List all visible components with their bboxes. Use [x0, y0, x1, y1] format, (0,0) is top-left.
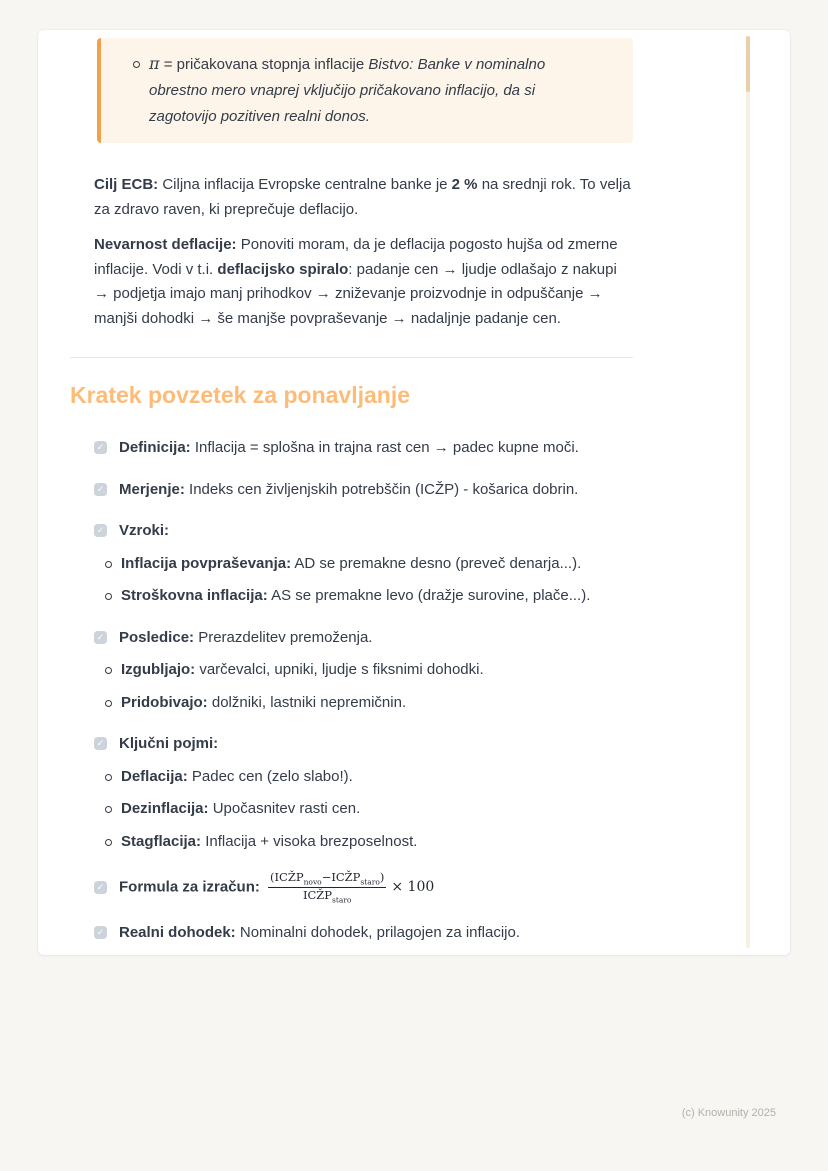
item-text: [119, 478, 578, 503]
item-label: Ključni pojmi:: [119, 735, 219, 752]
callout-text: [149, 51, 585, 130]
checkbox[interactable]: ✓: [94, 631, 107, 644]
checkbox[interactable]: ✓: [94, 737, 107, 750]
item-label: Definicija:: [119, 439, 191, 456]
item-value: Inflacija = splošna in trajna rast cen → padec kupne moči.: [194, 439, 579, 456]
sub-item-dezinflacija: [105, 797, 670, 822]
document-page: [38, 30, 790, 955]
section-divider: [70, 357, 633, 358]
item-value: dolžniki, lastniki nepremičnin.: [211, 693, 407, 711]
item-text: [119, 626, 372, 651]
paragraph-segment: Ciljna inflacija Evropske centralne banke je: [162, 176, 448, 193]
item-label: Stagflacija:: [121, 832, 202, 850]
scrollbar-thumb[interactable]: [746, 36, 750, 92]
checklist-item-realni-dohodek: [80, 921, 670, 946]
circle-bullet-icon: [105, 774, 112, 781]
item-value: AD se premakne desno (preveč denarja...).: [294, 554, 582, 572]
item-label: Posledice:: [119, 628, 195, 646]
item-text: [119, 921, 520, 946]
checklist-item-definicija: [80, 436, 670, 461]
paragraph-text: [94, 173, 634, 222]
checklist-item-formula: [80, 871, 670, 904]
paragraph-segment: : padanje cen → ljudje odlašajo z nakupi → podjetja imajo manj prihodkov → zniževanje proizvodnje in odpuščanje → manjši dohodki → še manjše povpraševanje → nadaljnje padanje cen.: [94, 260, 617, 327]
item-text: [121, 552, 581, 577]
callout-text-italic: Bistvo: Banke v nominalno obrestno mero vnaprej vključijo pričakovano inflacijo, da si zagotovijo pozitiven realni donos.: [149, 56, 546, 125]
checklist-item-posledice: [80, 626, 670, 651]
sub-item-izgubljajo: [105, 658, 670, 683]
item-label: Deflacija:: [121, 767, 188, 785]
checkbox[interactable]: ✓: [94, 524, 107, 537]
item-text: [121, 691, 406, 716]
formula-numerator: $(ICŽP_{novo}-ICŽP_{staro})$: [270, 870, 385, 887]
item-label: Formula za izračun:: [119, 878, 260, 896]
paragraph-bold-segment: deflacijsko spiralo: [217, 260, 349, 278]
circle-bullet-icon: [105, 839, 112, 846]
sub-item-stroskovna-inflacija: [105, 584, 670, 609]
section-heading: Kratek povzetek za ponavljanje: [70, 382, 411, 408]
sub-item-stagflacija: [105, 830, 670, 855]
bullet-paragraph-ecb: [80, 173, 670, 222]
callout-text-regular: = pričakovana stopnja inflacije: [163, 56, 365, 73]
item-label: Pridobivajo:: [121, 693, 208, 711]
item-label: Stroškovna inflacija:: [121, 587, 268, 604]
callout-box: [97, 38, 633, 143]
item-text: [119, 871, 434, 904]
checklist-item-vzroki: [80, 519, 670, 544]
item-label: Vzroki:: [119, 522, 170, 539]
item-label: Izgubljajo:: [121, 661, 196, 678]
item-value: AS se premakne levo (dražje surovine, plače...).: [271, 587, 591, 604]
item-value: Prerazdelitev premoženja.: [198, 628, 373, 646]
scrollbar-track[interactable]: [746, 36, 750, 948]
item-label: Dezinflacija:: [121, 800, 209, 817]
checkbox[interactable]: ✓: [94, 483, 107, 496]
paragraph-text: [94, 233, 634, 331]
bullet-paragraph-deflacija: [80, 233, 670, 331]
checkbox[interactable]: ✓: [94, 881, 107, 894]
item-label: Realni dohodek:: [119, 923, 236, 941]
item-text: [119, 436, 579, 461]
item-value: Nominalni dohodek, prilagojen za inflacijo.: [239, 923, 521, 941]
checkbox[interactable]: ✓: [94, 926, 107, 939]
document-content: [38, 30, 670, 945]
item-text: [121, 584, 590, 609]
item-label: Merjenje:: [119, 480, 185, 498]
formula-times: × 100: [391, 879, 435, 896]
paragraph-label: Nevarnost deflacije:: [94, 236, 237, 253]
circle-bullet-icon: [105, 700, 112, 707]
item-value: varčevalci, upniki, ljudje s fiksnimi dohodki.: [199, 661, 484, 678]
pi-symbol: π: [149, 54, 160, 73]
item-value: Upočasnitev rasti cen.: [212, 800, 361, 817]
inflation-formula-fraction: [268, 871, 386, 904]
copyright-footer: (c) Knowunity 2025: [681, 1107, 776, 1119]
formula-denominator: $ICŽP_{staro}$: [302, 887, 352, 905]
item-text: [119, 732, 218, 757]
checklist-item-merjenje: [80, 478, 670, 503]
paragraph-label: Cilj ECB:: [94, 176, 159, 193]
circle-bullet-icon: [133, 61, 140, 68]
paragraph-segment: Ponoviti moram, da je deflacija pogosto hujša od zmerne inflacije. Vodi v t.i.: [94, 236, 618, 278]
sub-item-inflacija-povprasevanja: [105, 552, 670, 577]
item-text: [121, 765, 353, 790]
sub-item-pridobivajo: [105, 691, 670, 716]
item-value: Indeks cen življenjskih potrebščin (ICŽP) - košarica dobrin.: [189, 480, 579, 498]
callout-item: [133, 51, 585, 130]
item-value: Padec cen (zelo slabo!).: [191, 767, 353, 785]
item-text: [121, 830, 417, 855]
item-text: [121, 797, 360, 822]
circle-bullet-icon: [105, 806, 112, 813]
checklist-item-kljucni-pojmi: [80, 732, 670, 757]
checkbox[interactable]: ✓: [94, 441, 107, 454]
item-text: [121, 658, 484, 683]
paragraph-bold-segment: 2 %: [451, 176, 478, 193]
circle-bullet-icon: [105, 667, 112, 674]
circle-bullet-icon: [105, 593, 112, 600]
circle-bullet-icon: [105, 561, 112, 568]
item-text: [119, 519, 169, 544]
sub-item-deflacija: [105, 765, 670, 790]
item-value: Inflacija + visoka brezposelnost.: [205, 832, 418, 850]
paragraph-segment: na srednji rok. To velja za zdravo raven, ki preprečuje deflacijo.: [94, 176, 631, 218]
item-label: Inflacija povpraševanja:: [121, 554, 292, 572]
